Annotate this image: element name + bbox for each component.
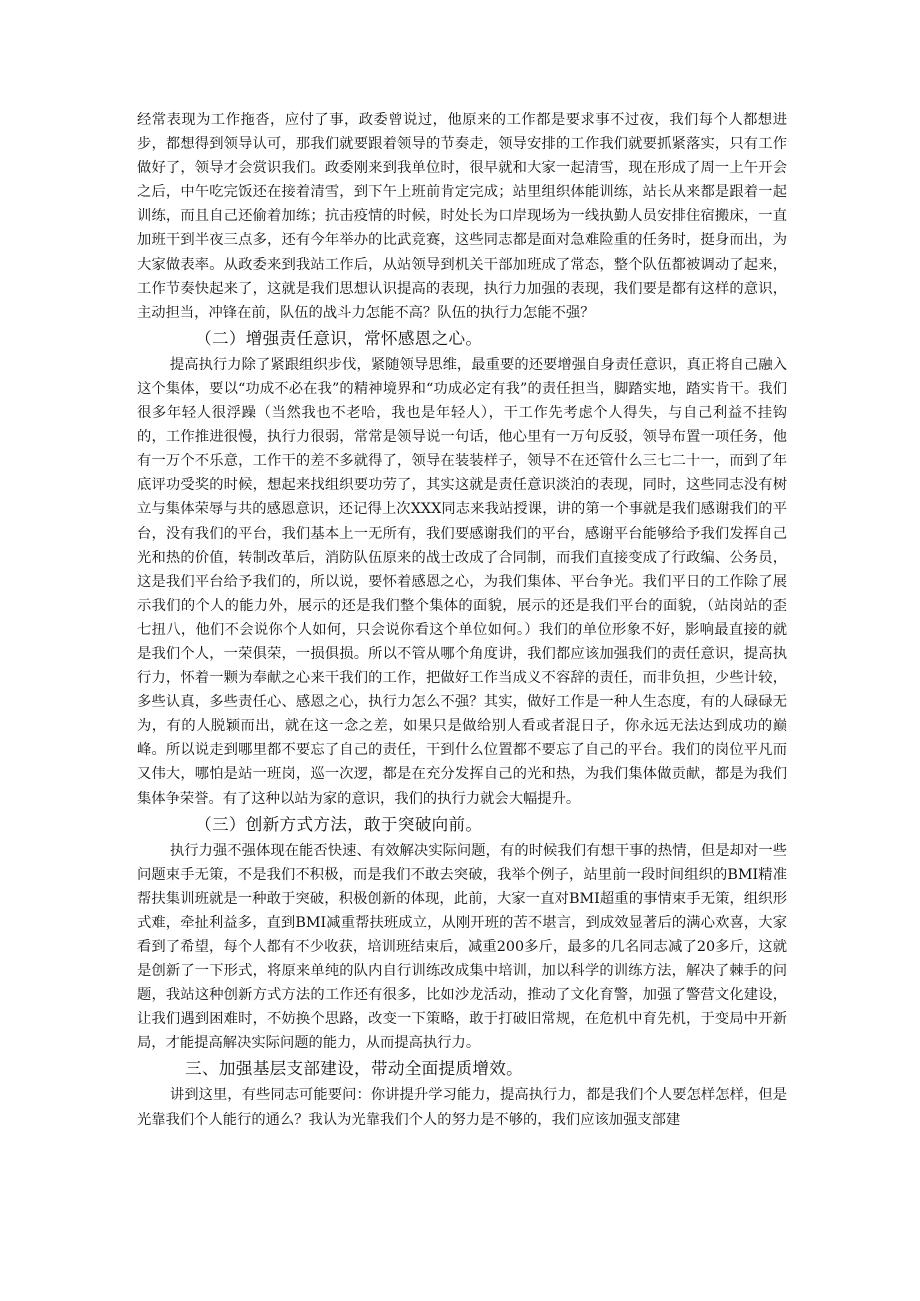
section-heading-party-branch: 三、加强基层支部建设，带动全面提质增效。	[185, 1059, 523, 1079]
paragraph-party-branch: 讲到这里，有些同志可能要问：你讲提升学习能力，提高执行力，都是我们个人要怎样怎样，但是光靠我们个人能行的通么？我认为光靠我们个人的努力是不够的，我们应该加强支部建	[137, 1087, 787, 1128]
section-heading-innovation: （三）创新方式方法，敢于突破向前。	[195, 814, 483, 834]
paragraph-innovation: 执行力强不强体现在能否快速、有效解决实际问题，有的时候我们有想干事的热情，但是却对一些问题束手无策，不是我们不积极，而是我们不敢去突破，我举个例子，站里前一段时间组织的BMI精准帮扶集训班就是一种敢于突破，积极创新的体现，此前，大家一直对BMI超重的事情束手无策，组织形式难，牵扯利益多，直到BMI减重帮扶班成立，从刚开班的苦不堪言，到成效显著后的满心欢喜，大家看到了希望，每个人都有不少收获，培训班结束后，减重200多斤，最多的几名同志减了20多斤，这就是创新了一下形式，将原来单纯的队内自行训练改成集中培训，加以科学的训练方法，解决了棘手的问题，我站这种创新方式方法的工作还有很多，比如沙龙活动，推动了文化育警，加强了警营文化建设，让我们遇到困难时，不妨换个思路，改变一下策略，敢于打破旧常规，在危机中育先机，于变局中开新局，才能提高解决实际问题的能力，从而提高执行力。	[137, 842, 787, 1052]
document-page	[137, 108, 787, 1132]
section-heading-responsibility: （二）增强责任意识，常怀感恩之心。	[195, 328, 483, 348]
paragraph-work-attitude: 经常表现为工作拖沓，应付了事，政委曾说过，他原来的工作都是要求事不过夜，我们每个人都想进步，都想得到领导认可，那我们就要跟着领导的节奏走，领导安排的工作我们就要抓紧落实，只有工作做好了，领导才会赏识我们。政委刚来到我单位时，很早就和大家一起清雪，现在形成了周一上午开会之后，中午吃完饭还在接着清雪，到下午上班前肯定完成；站里组织体能训练，站长从来都是跟着一起训练，而且自己还偷着加练；抗击疫情的时候，时处长为口岸现场为一线执勤人员安排住宿搬床，一直加班干到半夜三点多，还有今年举办的比武竞赛，这些同志都是面对急难险重的任务时，挺身而出，为大家做表率。从政委来到我站工作后，从站领导到机关干部加班成了常态，整个队伍都被调动了起来，工作节奏快起来了，这就是我们思想认识提高的表现，执行力加强的表现，我们要是都有这样的意识，主动担当，冲锋在前，队伍的战斗力怎能不高？队伍的执行力怎能不强？	[137, 112, 787, 321]
paragraph-responsibility: 提高执行力除了紧跟组织步伐，紧随领导思维，最重要的还要增强自身责任意识，真正将自己融入这个集体，要以“功成不必在我”的精神境界和“功成必定有我”的责任担当，脚踏实地，踏实肯干。我们很多年轻人很浮躁（当然我也不老哈，我也是年轻人），干工作先考虑个人得失，与自己利益不挂钩的，工作推进很慢，执行力很弱，常常是领导说一句话，他心里有一万句反驳，领导布置一项任务，他有一万个不乐意，工作干的差不多就得了，领导在装装样子，领导不在还管什么三七二十一，而到了年底评功受奖的时候，想起来找组织要功劳了，其实这就是责任意识淡泊的表现，同时，这些同志没有树立与集体荣辱与共的感恩意识，还记得上次XXX同志来我站授课，讲的第一个事就是我们感谢我们的平台，没有我们的平台，我们基本上一无所有，我们要感谢我们的平台，感谢平台能够给予我们发挥自己光和热的价值，转制改革后，消防队伍原来的战士改成了合同制，而我们直接变成了行政编、公务员，这是我们平台给予我们的，所以说，要怀着感恩之心，为我们集体、平台争光。我们平日的工作除了展示我们的个人的能力外，展示的还是我们整个集体的面貌，展示的还是我们平台的面貌，（站岗站的歪七扭八，他们不会说你个人如何，只会说你看这个单位如何。）我们的单位形象不好，影响最直接的就是我们个人，一荣俱荣，一损俱损。所以不管从哪个角度讲，我们都应该加强我们的责任意识，提高执行力，怀着一颗为奉献之心来干我们的工作，把做好工作当成义不容辞的责任，而非负担，少些计较，多些认真，多些责任心、感恩之心，执行力怎么不强？其实，做好工作是一种人生态度，有的人碌碌无为，有的人脱颖而出，就在这一念之差，如果只是做给别人看或者混日子，你永远无法达到成功的巅峰。所以说走到哪里都不要忘了自己的责任，干到什么位置都不要忘了自己的平台。我们的岗位平凡而又伟大，哪怕是站一班岗，巡一次逻，都是在充分发挥自己的光和热，为我们集体做贡献，都是为我们集体争荣誉。有了这种以站为家的意识，我们的执行力就会大幅提升。	[137, 356, 787, 807]
